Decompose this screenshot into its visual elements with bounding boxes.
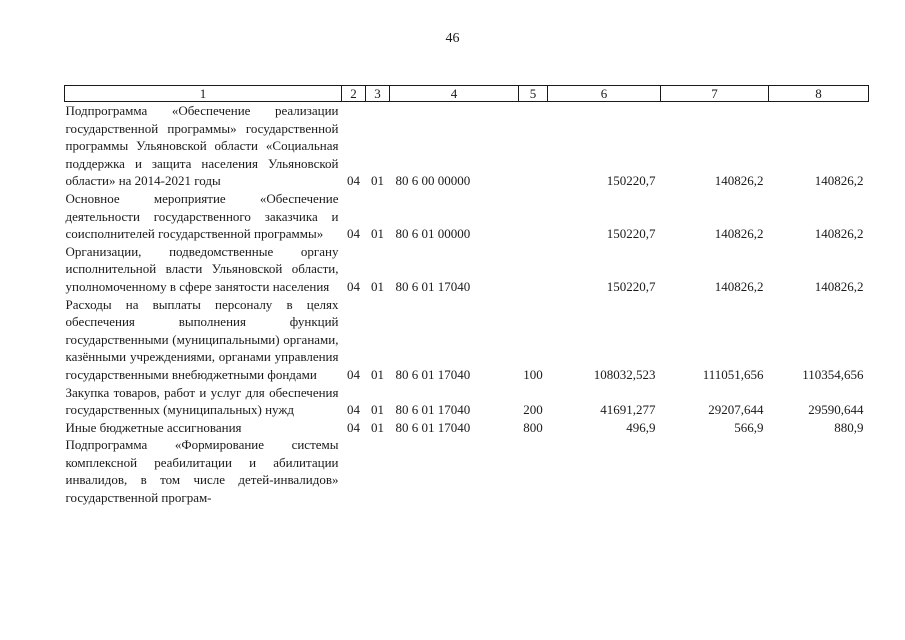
cell-amount-col6: 150220,7 [606,173,656,189]
cell-amount-col8: 880,9 [834,419,864,435]
table-row [65,436,869,508]
cell-expense-type [519,243,548,296]
cell-amount-col6: 150220,7 [606,278,656,294]
column-header: 1 [65,86,342,102]
column-header: 4 [390,86,519,102]
row-name: Иные бюджетные ассигнования [65,419,242,435]
cell-amount-col7: 566,9 [734,419,764,435]
column-header: 2 [342,86,366,102]
cell-expense-type [519,102,548,190]
cell-section: 04 [347,366,360,382]
cell-amount-col7: 140826,2 [714,226,764,242]
cell-subsection: 01 [371,419,384,435]
cell-section: 04 [347,402,360,418]
row-name: Основное мероприятие «Обеспечение деятельности государственного заказчика и соисполнителей государственной программы» [65,190,339,242]
cell-section: 04 [347,419,360,435]
cell-section: 04 [347,278,360,294]
cell-section [342,436,366,508]
cell-amount-col6: 496,9 [626,419,656,435]
cell-amount-col8: 110354,656 [802,366,864,382]
cell-target-code: 80 6 01 17040 [395,419,471,435]
cell-amount-col6: 41691,277 [600,402,656,418]
cell-target-code: 80 6 01 17040 [395,278,471,294]
cell-section: 04 [347,226,360,242]
cell-expense-type: 100 [523,366,543,382]
column-header: 8 [769,86,869,102]
table-header-row [65,86,869,102]
cell-amount-col8: 140826,2 [814,173,864,189]
row-name: Расходы на выплаты персоналу в целях обеспечения выполнения функций государственными (муниципальными) органами, казёнными учреждениями, органами управления государственными внебюджетными фондами [65,296,339,382]
cell-amount-col8: 29590,644 [808,402,864,418]
row-name: Закупка товаров, работ и услуг для обеспечения государственных (муниципальных) нужд [65,384,339,418]
table-row [65,419,869,437]
cell-amount-col8: 140826,2 [814,226,864,242]
cell-subsection: 01 [371,402,384,418]
cell-subsection: 01 [371,278,384,294]
table-row [65,384,869,419]
cell-target-code: 80 6 00 00000 [395,173,471,189]
cell-subsection: 01 [371,173,384,189]
page-number: 46 [445,31,460,46]
cell-subsection: 01 [371,366,384,382]
column-header: 3 [366,86,390,102]
table-row [65,102,869,190]
row-name: Подпрограмма «Формирование системы комплексной реабилитации и абилитации инвалидов, в том числе детей-инвалидов» государственной програм- [65,437,339,506]
table-row [65,296,869,384]
cell-amount-col7: 140826,2 [714,278,764,294]
cell-section: 04 [347,173,360,189]
table-row [65,190,869,243]
column-header: 6 [548,86,661,102]
cell-target-code [390,436,519,508]
row-name: Подпрограмма «Обеспечение реализации государственной программы» государственной программы Ульяновской области «Социальная поддержка и защита населения Ульяновской области» на 2014-2021 годы [65,103,339,189]
cell-amount-col6: 150220,7 [606,226,656,242]
cell-amount-col7 [661,436,769,508]
cell-amount-col6: 108032,523 [593,366,656,382]
cell-target-code: 80 6 01 17040 [395,366,471,382]
cell-expense-type [519,436,548,508]
table-row [65,243,869,296]
cell-subsection [366,436,390,508]
cell-expense-type: 200 [523,402,543,418]
cell-target-code: 80 6 01 00000 [395,226,471,242]
cell-amount-col7: 140826,2 [714,173,764,189]
cell-subsection: 01 [371,226,384,242]
cell-amount-col8: 140826,2 [814,278,864,294]
cell-amount-col6 [548,436,661,508]
cell-expense-type: 800 [523,419,543,435]
cell-expense-type [519,190,548,243]
cell-amount-col7: 29207,644 [708,402,764,418]
cell-target-code: 80 6 01 17040 [395,402,471,418]
cell-amount-col7: 111051,656 [702,366,764,382]
column-header: 5 [519,86,548,102]
column-header: 7 [661,86,769,102]
budget-table [64,85,869,509]
row-name: Организации, подведомственные органу исполнительной власти Ульяновской области, уполномоченному в сфере занятости населения [65,243,339,294]
cell-amount-col8 [769,436,869,508]
